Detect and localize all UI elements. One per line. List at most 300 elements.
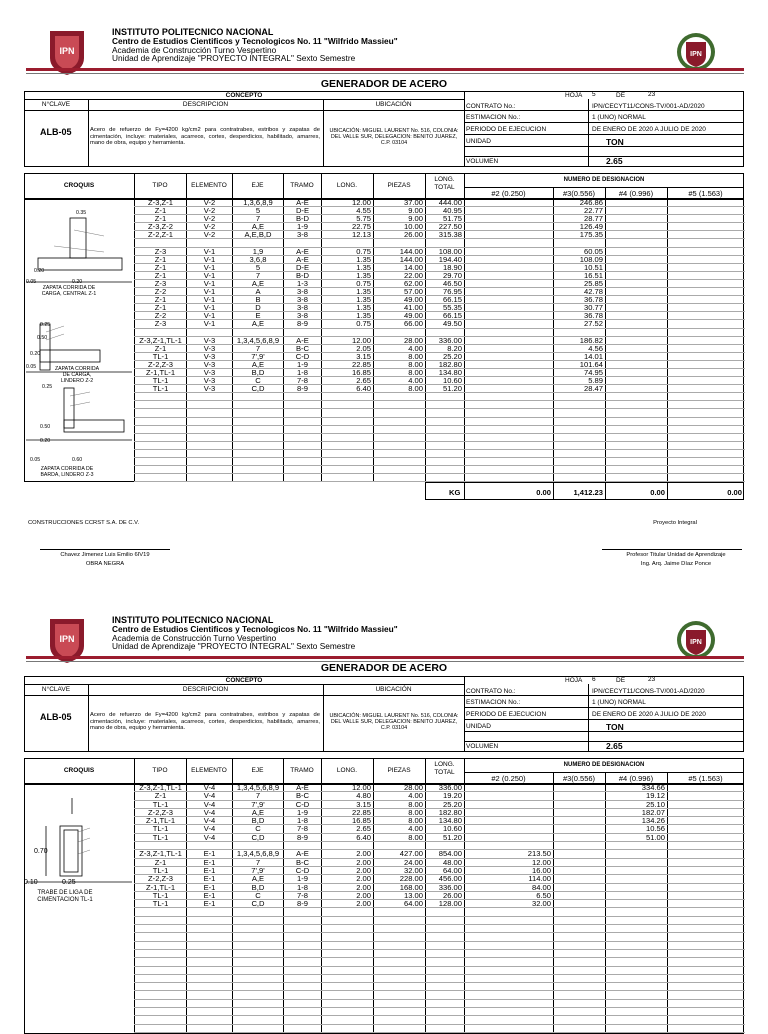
table-cell [374,1024,426,1032]
table-row [135,263,745,271]
table-cell: 36.78 [554,312,606,320]
table-cell [284,458,322,466]
table-cell: 336.00 [426,336,465,344]
table-cell: 7 [233,271,284,279]
table-cell [554,891,606,899]
table-cell [322,908,374,916]
table-cell [554,900,606,908]
table-cell [606,875,668,883]
table-cell: 182.07 [606,808,668,816]
table-cell [322,925,374,933]
sheet-title: GENERADOR DE ACERO [320,78,448,90]
table-cell [322,999,374,1007]
table-cell [322,466,374,474]
table-cell [554,933,606,941]
designacion-header: NUMERO DE DESIGNACION [563,177,645,183]
table-cell [465,360,554,368]
table-row [135,296,745,304]
table-cell [284,1008,322,1016]
table-cell: 12.00 [322,784,374,792]
table-cell [554,409,606,417]
table-row [135,875,745,883]
table-cell [465,949,554,957]
table-cell [465,263,554,271]
table-cell: E-1 [187,875,233,883]
table-cell [668,991,745,999]
table-row [135,199,745,207]
table-row [135,817,745,825]
table-cell [465,417,554,425]
table-cell [668,223,745,231]
table-cell [668,833,745,841]
table-cell [233,458,284,466]
table-cell [554,941,606,949]
table-cell [465,808,554,816]
table-cell [668,891,745,899]
dim-025: 0.25 [62,879,76,886]
table-cell: 32.00 [465,900,554,908]
table-cell [606,433,668,441]
table-cell [668,368,745,376]
table-cell [233,401,284,409]
table-cell [284,1024,322,1032]
table-cell: B-C [284,792,322,800]
table-cell [668,458,745,466]
table-cell: 8-9 [284,320,322,328]
table-cell: 9.00 [374,215,426,223]
table-cell: C,D [233,900,284,908]
table-cell [668,1008,745,1016]
table-cell: 4.80 [322,792,374,800]
table-cell: V-3 [187,336,233,344]
table-cell [322,474,374,482]
table-cell: V-3 [187,385,233,393]
contrato-label: CONTRATO No.: [466,688,516,695]
contrato-label: CONTRATO No.: [466,103,516,110]
table-cell [135,916,187,924]
table-row [135,207,745,215]
table-cell: 1.35 [322,296,374,304]
table-cell: 3-8 [284,231,322,239]
table-cell [668,999,745,1007]
table-cell [374,974,426,982]
table-cell: 144.00 [374,247,426,255]
unidad-value: TON [606,722,624,732]
table-cell [554,999,606,1007]
table-cell: TL-1 [135,352,187,360]
table-cell: 227.50 [426,223,465,231]
hoja-label: HOJA [565,677,583,684]
table-cell [233,409,284,417]
table-cell: 9.00 [374,207,426,215]
table-cell [135,449,187,457]
table-cell [554,916,606,924]
table-cell [135,958,187,966]
table-cell [284,409,322,417]
table-cell [606,908,668,916]
table-cell: 114.00 [465,875,554,883]
d2-header: #2 (0.250) [491,774,526,783]
table-cell [426,425,465,433]
table-cell [465,368,554,376]
table-cell [135,983,187,991]
table-cell: 48.00 [426,858,465,866]
table-cell: 7 [233,792,284,800]
table-cell [606,900,668,908]
table-row [135,360,745,368]
croquis-header: CROQUIS [63,767,95,774]
long-total-header-1: LONG. [434,176,455,183]
table-cell [322,933,374,941]
table-cell [606,933,668,941]
table-cell [606,360,668,368]
table-cell [465,941,554,949]
table-cell [606,974,668,982]
table-cell: 1-3 [284,279,322,287]
table-cell: 246.86 [554,199,606,207]
volumen-label: VOLUMEN [466,158,499,165]
table-cell [426,966,465,974]
table-row [135,850,745,858]
table-cell: 10.51 [554,263,606,271]
table-cell [135,458,187,466]
table-cell [668,352,745,360]
table-cell: 5.75 [322,215,374,223]
table-cell: B-D [284,215,322,223]
table-cell: 8.00 [374,800,426,808]
table-cell [465,800,554,808]
table-cell [374,449,426,457]
table-cell [606,916,668,924]
project-name: Proyecto Integral [653,520,697,526]
table-cell [606,368,668,376]
table-cell [135,842,187,850]
table-cell [135,1024,187,1032]
contrato-value: IPN/CECYT11/CONS-TV/001-AD/2020 [592,688,705,695]
unit-name: Unidad de Aprendizaje "PROYECTO INTEGRAL" Sexto Semestre [112,53,356,64]
table-cell [187,949,233,957]
table-cell [606,1008,668,1016]
table-cell [465,466,554,474]
table-cell: 1,3,6,8,9 [233,199,284,207]
table-cell [668,425,745,433]
table-cell [187,458,233,466]
table-cell [465,908,554,916]
table-cell: E-1 [187,858,233,866]
table-cell: A-E [284,850,322,858]
hoja-number: 5 [592,91,596,98]
table-cell [426,908,465,916]
table-cell [465,458,554,466]
table-cell [668,817,745,825]
table-cell [233,983,284,991]
table-row [135,983,745,991]
table-cell [187,1008,233,1016]
table-cell [668,393,745,401]
table-cell [668,792,745,800]
table-cell [187,958,233,966]
table-cell: 7',9' [233,352,284,360]
table-cell [668,925,745,933]
table-cell [668,908,745,916]
table-cell [322,991,374,999]
total-d4: 0.00 [650,488,665,497]
table-cell [668,808,745,816]
table-cell [668,842,745,850]
table-cell [465,974,554,982]
table-cell: B,D [233,368,284,376]
table-cell: Z-3,Z-1,TL-1 [135,336,187,344]
table-cell: 16.85 [322,817,374,825]
table-cell [374,466,426,474]
table-cell: 4.55 [322,207,374,215]
table-cell [606,239,668,247]
table-cell: V-3 [187,360,233,368]
croquis-header: CROQUIS [63,182,95,189]
table-cell [374,425,426,433]
table-cell: 55.35 [426,304,465,312]
table-cell [668,199,745,207]
table-row [135,223,745,231]
estimacion-value: 1 (UNO) NORMAL [592,114,646,121]
table-cell [135,1016,187,1024]
table-cell: 3,6,8 [233,255,284,263]
table-cell [668,449,745,457]
dim-025: 0.25 [40,322,51,328]
table-cell: 49.00 [374,312,426,320]
table-cell [554,393,606,401]
table-cell [233,441,284,449]
unidad-label: UNIDAD [466,723,491,730]
table-cell: 25.10 [606,800,668,808]
table-cell [135,908,187,916]
table-cell [233,425,284,433]
table-cell: 854.00 [426,850,465,858]
table-row [135,933,745,941]
descripcion-value: Acero de refuerzo de Fy=4200 kg/cm2 para contratrabes, estribos y zapatas de cimentación, incluye: materiales, acarreos, cortes, desperdicios, habilitado, amarres, mano de obra, equipo y herramienta. [90,127,320,147]
estimacion-value: 1 (UNO) NORMAL [592,699,646,706]
table-row [135,941,745,949]
d5-header: #5 (1.563) [688,774,723,783]
dim-005: 0.05 [26,279,37,285]
table-cell: A-E [284,255,322,263]
table-cell [668,207,745,215]
table-row [135,792,745,800]
table-cell: 1,3,4,5,6,8,9 [233,784,284,792]
table-row [135,409,745,417]
table-cell [233,908,284,916]
table-cell [465,916,554,924]
volumen-label: VOLUMEN [466,743,499,750]
table-row [135,949,745,957]
table-row [135,474,745,482]
table-cell: 42.78 [554,288,606,296]
table-cell [233,925,284,933]
table-cell [426,1024,465,1032]
table-cell [135,941,187,949]
table-cell: A [233,288,284,296]
table-cell: 60.05 [554,247,606,255]
table-cell: C [233,891,284,899]
long-total-header-2: TOTAL [434,184,455,191]
table-cell: 0.75 [322,279,374,287]
steel-table [134,784,745,1033]
total-d5: 0.00 [727,488,742,497]
table-cell [465,393,554,401]
hoja-total: 23 [648,676,656,683]
table-cell: V-1 [187,288,233,296]
table-cell [284,474,322,482]
table-cell [426,239,465,247]
table-cell [284,916,322,924]
table-cell [668,312,745,320]
table-cell: 41.00 [374,304,426,312]
piezas-header: PIEZAS [387,182,411,189]
table-cell [554,817,606,825]
student-role: OBRA NEGRA [85,561,125,567]
table-cell: C [233,825,284,833]
table-cell [668,958,745,966]
table-cell: 19.12 [606,792,668,800]
table-cell [233,239,284,247]
dim-020c: 0.20 [30,351,41,357]
table-cell [322,417,374,425]
table-row [135,858,745,866]
table-cell: 1-8 [284,883,322,891]
table-cell: 1.35 [322,271,374,279]
hoja-number: 6 [592,676,596,683]
table-cell [606,377,668,385]
table-cell [554,401,606,409]
table-cell [135,409,187,417]
table-cell: TL-1 [135,825,187,833]
table-row [135,425,745,433]
table-cell [668,784,745,792]
table-cell [554,983,606,991]
table-cell: 2.00 [322,850,374,858]
table-cell [465,199,554,207]
table-cell [606,441,668,449]
table-cell: 10.60 [426,825,465,833]
table-cell [606,966,668,974]
table-cell [554,417,606,425]
table-cell [187,433,233,441]
table-cell [606,466,668,474]
table-cell: V-4 [187,784,233,792]
table-cell [668,328,745,336]
d4-header: #4 (0.996) [618,774,654,783]
periodo-label: PERIODO DE EJECUCION [466,711,547,718]
table-cell [606,199,668,207]
table-cell [465,925,554,933]
table-cell [668,974,745,982]
table-row [135,1008,745,1016]
table-cell [187,916,233,924]
table-row [135,336,745,344]
table-cell: 334.66 [606,784,668,792]
table-cell [465,215,554,223]
table-cell: 57.00 [374,288,426,296]
table-cell [322,1024,374,1032]
table-cell [374,393,426,401]
table-cell [187,328,233,336]
table-cell [426,449,465,457]
piezas-header: PIEZAS [387,767,411,774]
table-cell: 228.00 [374,875,426,883]
table-cell [606,255,668,263]
table-cell [465,328,554,336]
de-label: DE [616,677,626,684]
table-cell: A,E,B,D [233,231,284,239]
table-cell: 51.75 [426,215,465,223]
table-cell [233,966,284,974]
table-cell: Z-1,TL-1 [135,368,187,376]
table-cell [668,231,745,239]
table-cell [426,1008,465,1016]
table-cell [554,449,606,457]
table-cell: 2.00 [322,875,374,883]
table-cell: 16.00 [465,866,554,874]
long-total-header-2: TOTAL [434,769,455,776]
table-cell: 7',9' [233,866,284,874]
table-cell [465,344,554,352]
table-cell: 22.00 [374,271,426,279]
table-cell [668,288,745,296]
table-cell [554,1024,606,1032]
table-cell [135,933,187,941]
table-cell: C-D [284,800,322,808]
table-cell: Z-3,Z-1,TL-1 [135,850,187,858]
table-cell [374,999,426,1007]
table-cell [554,466,606,474]
table-cell: V-1 [187,263,233,271]
table-cell [374,949,426,957]
table-row [135,466,745,474]
table-cell: V-4 [187,808,233,816]
table-cell [187,999,233,1007]
table-cell [187,1016,233,1024]
table-cell [668,360,745,368]
table-cell [135,949,187,957]
table-cell [135,393,187,401]
table-cell [554,858,606,866]
table-cell [668,850,745,858]
table-cell: 2.00 [322,900,374,908]
table-cell [465,385,554,393]
table-cell: V-4 [187,825,233,833]
table-cell: 3.15 [322,352,374,360]
dim-020: 0.20 [34,268,45,274]
table-cell [465,991,554,999]
table-cell: 25.20 [426,352,465,360]
table-cell [606,842,668,850]
table-cell [233,474,284,482]
table-cell [606,999,668,1007]
de-label: DE [616,92,626,99]
table-cell [554,239,606,247]
table-cell: 8.00 [374,360,426,368]
header-grey-rule [26,73,744,74]
table-cell: 6.50 [465,891,554,899]
table-cell [606,891,668,899]
sheet-title: GENERADOR DE ACERO [320,662,448,674]
table-cell: 7',9' [233,800,284,808]
table-cell: 16.51 [554,271,606,279]
table-cell: 1,3,4,5,6,8,9 [233,850,284,858]
table-cell: 7-8 [284,891,322,899]
table-cell [322,409,374,417]
table-cell [284,974,322,982]
